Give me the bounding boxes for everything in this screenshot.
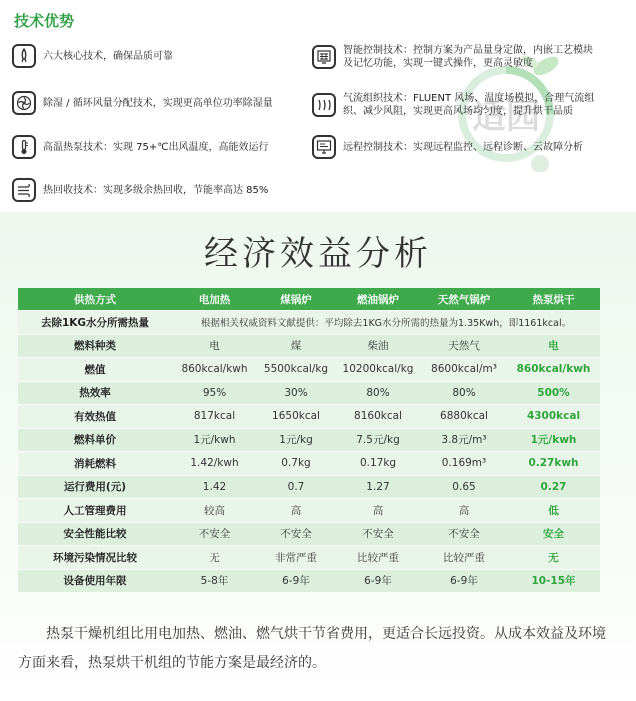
- fan-icon: [12, 91, 36, 115]
- table-cell: 860kcal/kwh: [507, 358, 600, 382]
- feature-airflow: [312, 92, 594, 118]
- table-cell: 80%: [335, 381, 421, 405]
- feature-text: 热回收技术：实现多级余热回收，节能率高达 85%: [43, 184, 269, 196]
- airflow-icon: [312, 93, 336, 117]
- watermark-text: 适园: [472, 97, 540, 137]
- row-label: 消耗燃料: [18, 452, 172, 476]
- table-cell: 500%: [507, 381, 600, 405]
- feature-text-line2: 及记忆功能，实现一键式操作，更高灵敏度: [343, 58, 533, 69]
- table-cell: 1元/kwh: [507, 428, 600, 452]
- note-cell: 根据相关权威资料文献提供：平均除去1KG水分所需的热量为1.35Kwh，即1161kcal。: [172, 311, 600, 335]
- table-cell: 非常严重: [257, 546, 335, 570]
- table-row: [18, 546, 600, 570]
- table-row: [18, 405, 600, 429]
- heat-recovery-icon: [12, 178, 36, 202]
- table-cell: 煤: [257, 334, 335, 358]
- table-cell: 817kcal: [172, 405, 257, 429]
- table-cell: 安全: [507, 522, 600, 546]
- table-cell: 10-15年: [507, 569, 600, 592]
- table-cell: 0.7: [257, 475, 335, 499]
- table-cell: 低: [507, 499, 600, 523]
- table-cell: 电: [172, 334, 257, 358]
- table-cell: 8160kcal: [335, 405, 421, 429]
- tech-advantages-section: [0, 0, 636, 212]
- table-cell: 0.27kwh: [507, 452, 600, 476]
- feature-dehumidify: [12, 91, 273, 115]
- feature-text-line1: 远程控制技术：实现远程监控、远程诊断、云故障分析: [343, 141, 583, 153]
- table-row: [18, 358, 600, 382]
- table-row: [18, 334, 600, 358]
- table-cell: 80%: [421, 381, 507, 405]
- table-cell: 1元/kwh: [172, 428, 257, 452]
- table-cell: 比较严重: [421, 546, 507, 570]
- conclusion-text: 热泵干燥机组比用电加热、燃油、燃气烘干节省费用，更适合长远投资。从成本效益及环境方面来看，热泵烘干机组的节能方案是最经济的。: [18, 626, 606, 671]
- table-cell: 6-9年: [257, 569, 335, 592]
- row-label: 热效率: [18, 381, 172, 405]
- table-cell: 比较严重: [335, 546, 421, 570]
- table-cell: 0.17kg: [335, 452, 421, 476]
- table-cell: 1.42/kwh: [172, 452, 257, 476]
- table-cell: 3.8元/m³: [421, 428, 507, 452]
- table-row: [18, 522, 600, 546]
- row-label: 燃料种类: [18, 334, 172, 358]
- table-cell: 0.7kg: [257, 452, 335, 476]
- header-cell: 天然气锅炉: [421, 288, 507, 311]
- table-cell: 不安全: [257, 522, 335, 546]
- table-row: [18, 452, 600, 476]
- header-cell: 电加热: [172, 288, 257, 311]
- table-cell: 1.27: [335, 475, 421, 499]
- table-cell: 无: [172, 546, 257, 570]
- table-cell: 0.169m³: [421, 452, 507, 476]
- table-cell: 95%: [172, 381, 257, 405]
- table-cell: 不安全: [335, 522, 421, 546]
- table-cell: 高: [421, 499, 507, 523]
- row-label: 有效热值: [18, 405, 172, 429]
- table-cell: 6-9年: [421, 569, 507, 592]
- header-cell: 煤锅炉: [257, 288, 335, 311]
- table-row: [18, 475, 600, 499]
- row-label: 人工管理费用: [18, 499, 172, 523]
- feature-heat-recovery: [12, 178, 268, 202]
- feature-high-temp: [12, 135, 269, 159]
- row-label: 去除1KG水分所需热量: [18, 311, 172, 335]
- feature-remote-control: [312, 135, 583, 159]
- table-cell: 0.65: [421, 475, 507, 499]
- header-cell: 热泵烘干: [507, 288, 600, 311]
- analysis-title: 经济效益分析: [204, 234, 432, 274]
- feature-text-line2: 织、减少风阻，实现更高风场均匀度，提升烘干品质: [343, 106, 573, 117]
- comparison-table: [18, 288, 600, 592]
- table-cell: 高: [257, 499, 335, 523]
- feature-smart-control: [312, 44, 593, 70]
- feature-text: 六大核心技术，确保品质可靠: [43, 50, 173, 62]
- feature-core-tech: [12, 44, 173, 68]
- table-cell: 5-8年: [172, 569, 257, 592]
- rocket-icon: [12, 44, 36, 68]
- feature-text: 高温热泵技术：实现 75+℃出风温度，高能效运行: [43, 141, 269, 153]
- table-cell: 不安全: [421, 522, 507, 546]
- table-cell: 无: [507, 546, 600, 570]
- table-cell: 860kcal/kwh: [172, 358, 257, 382]
- table-cell: 6-9年: [335, 569, 421, 592]
- table-cell: 5500kcal/kg: [257, 358, 335, 382]
- header-cell: 燃油锅炉: [335, 288, 421, 311]
- table-cell: 柴油: [335, 334, 421, 358]
- table-cell: 6880kcal: [421, 405, 507, 429]
- feature-text-line1: 气流组织技术：FLUENT 风场、温度场模拟，合理气流组: [343, 93, 595, 104]
- table-cell: 较高: [172, 499, 257, 523]
- table-row: [18, 428, 600, 452]
- row-label: 安全性能比较: [18, 522, 172, 546]
- row-label: 运行费用(元): [18, 475, 172, 499]
- table-cell: 4300kcal: [507, 405, 600, 429]
- table-row: [18, 499, 600, 523]
- thermometer-icon: [12, 135, 36, 159]
- row-label: 设备使用年限: [18, 569, 172, 592]
- header-cell: 供热方式: [18, 288, 172, 311]
- table-cell: 天然气: [421, 334, 507, 358]
- feature-text: 除湿 / 循环风量分配技术，实现更高单位功率除湿量: [43, 97, 273, 109]
- table-cell: 高: [335, 499, 421, 523]
- table-cell: 不安全: [172, 522, 257, 546]
- row-label: 环境污染情况比较: [18, 546, 172, 570]
- table-cell: 1650kcal: [257, 405, 335, 429]
- table-header-row: [18, 288, 600, 311]
- feature-text-line1: 智能控制技术：控制方案为产品量身定做，内嵌工艺模块: [343, 45, 593, 56]
- table-cell: 7.5元/kg: [335, 428, 421, 452]
- table-cell: 30%: [257, 381, 335, 405]
- table-cell: 电: [507, 334, 600, 358]
- table-cell: 8600kcal/m³: [421, 358, 507, 382]
- section-title: 技术优势: [14, 12, 75, 30]
- table-cell: 1元/kg: [257, 428, 335, 452]
- table-row: [18, 569, 600, 592]
- table-cell: 0.27: [507, 475, 600, 499]
- table-row: [18, 381, 600, 405]
- economic-analysis-section: [0, 212, 636, 701]
- table-cell: 1.42: [172, 475, 257, 499]
- table-row: [18, 311, 600, 335]
- monitor-icon: [312, 135, 336, 159]
- table-cell: 10200kcal/kg: [335, 358, 421, 382]
- control-panel-icon: [312, 45, 336, 69]
- row-label: 燃料单价: [18, 428, 172, 452]
- row-label: 燃值: [18, 358, 172, 382]
